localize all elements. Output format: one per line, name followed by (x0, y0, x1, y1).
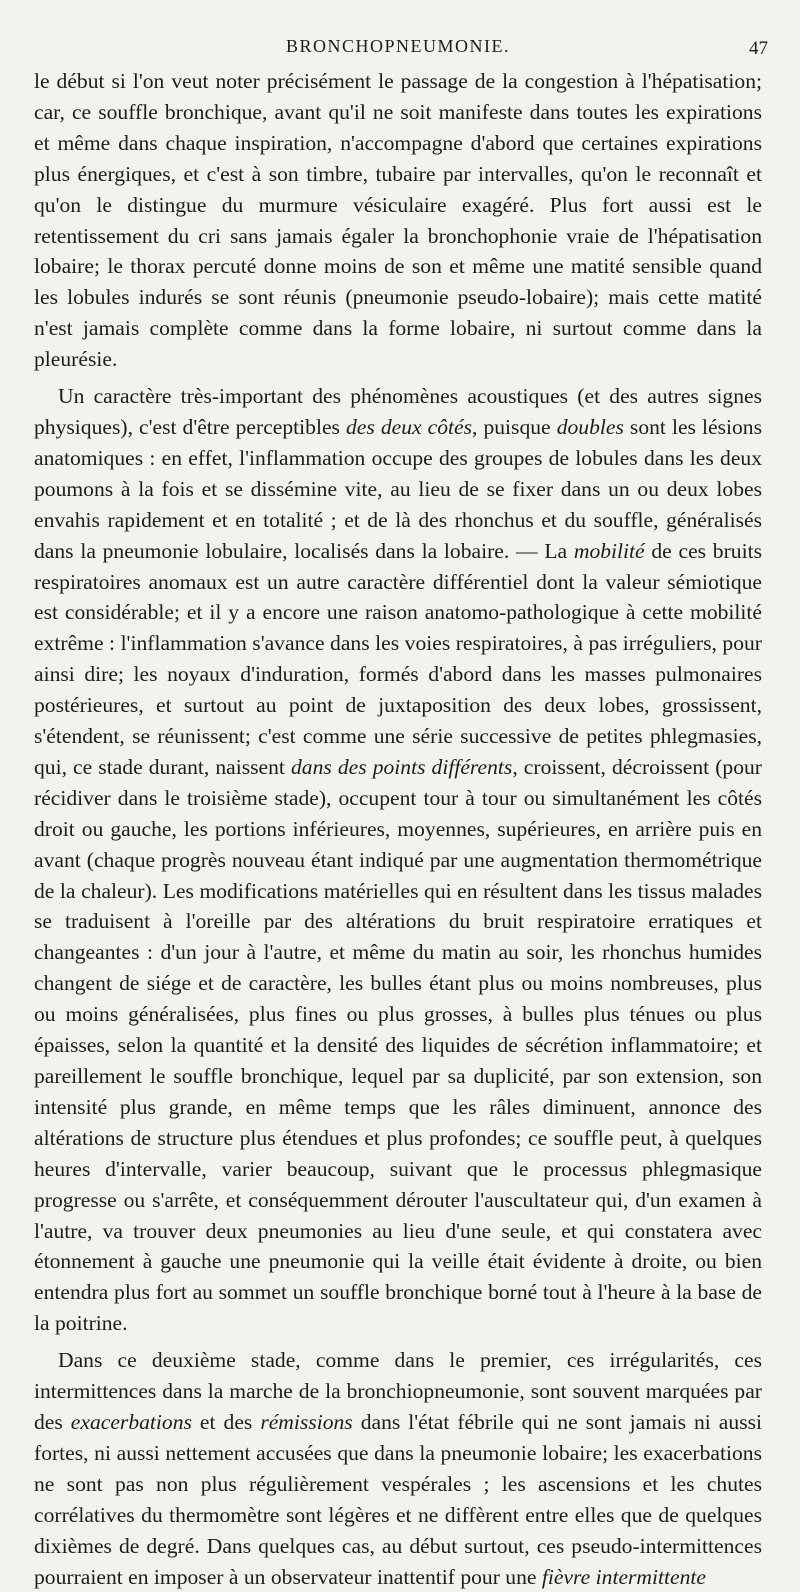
text-segment: Dans ce deuxième stade, comme dans le premier, ces irrégularités, ces intermittences dans la marche de la bronchiopneumonie, sont souvent marquées par des (34, 1348, 762, 1434)
text-segment: de ces bruits respiratoires anomaux est un autre caractère différentiel dont la valeur sémiotique est considérable; et il y a encore une raison anatomo-pathologique à cette mobilité extrême : l'inflammation s'avance dans les voies respiratoires, à pas irréguliers, pour ainsi dire; les noyaux d'induration, formés d'abord dans les masses pulmonaires postérieures, et surtout au point de juxtaposition des deux lobes, grossissent, s'étendent, se réunissent; c'est comme une série successive de petites phlegmasies, qui, ce stade durant, naissent (34, 538, 762, 779)
text-segment: Un caractère très-important des phénomènes acoustiques (et des autres signes physiques), c'est d'être perceptibles (34, 384, 762, 439)
text-segment: le début si l'on veut noter précisément le passage de la congestion à l'hépatisation; car, ce souffle bronchique, avant qu'il ne soit manifeste dans toutes les expirations et même dans chaque inspiration, n'accompagne d'abord que certaines expirations plus énergiques, et c'est à son timbre, tubaire par intervalles, qu'on le reconnaît et qu'on le distingue du murmure vésiculaire exagéré. Plus fort aussi est le retentissement du cri sans jamais égaler la bronchophonie vraie de l'hépatisation lobaire; le thorax percuté donne moins de son et même une matité sensible quand les lobules indurés se sont réunis (pneumonie pseudo-lobaire); mais cette matité n'est jamais complète comme dans la forme lobaire, ni surtout comme dans la pleurésie. (34, 69, 762, 372)
text-segment: sont les lésions anatomiques : en effet, l'inflammation occupe des groupes de lobules dans les deux poumons à la fois et se dissémine vite, au lieu de se fixer dans un ou deux lobes envahis rapidement et en totalité ; et de là des rhonchus et du souffle, généralisés dans la pneumonie lobulaire, localisés dans la lobaire. — La (34, 414, 762, 563)
italic-phrase: des deux côtés (346, 414, 473, 439)
italic-phrase: rémissions (260, 1409, 353, 1434)
text-segment: et des (191, 1409, 261, 1434)
text-segment: dans l'état fébrile qui ne sont jamais ni aussi fortes, ni aussi nettement accusées que dans la pneumonie lobaire; les exacerbations ne sont pas non plus régulièrement vespérales ; les ascensions et les chutes corrélatives du thermomètre sont légères et ne diffèrent entre elles que de quelques dixièmes de degré. Dans quelques cas, au début surtout, ces pseudo-intermittences pourraient en imposer à un observateur inattentif pour une (34, 1409, 762, 1589)
text-segment: , croissent, décroissent (pour récidiver dans le troisième stade), occupent tour à tour ou simultanément les côtés droit ou gauche, les portions inférieures, moyennes, supérieures, en arrière puis en avant (chaque progrès nouveau étant indiqué par une augmentation thermométrique de la chaleur). Les modifications matérielles qui en résultent dans les tissus malades se traduisent à l'oreille par des altérations du bruit respiratoire erratiques et changeantes : d'un jour à l'autre, et même du matin au soir, les rhonchus humides changent de siége et de caractère, les bulles étant plus ou moins nombreuses, plus ou moins généralisées, plus fines ou plus grosses, à bulles plus ténues ou plus épaisses, selon la quantité et la densité des liquides de sécrétion inflammatoire; et pareillement le souffle bronchique, lequel par sa duplicité, par son extension, son intensité plus grande, en même temps que les râles diminuent, annonce des altérations de structure plus étendues et plus profondes; ce souffle peut, à quelques heures d'intervalle, varier beaucoup, suivant que le processus phlegmasique progresse ou s'arrête, et conséquemment dérouter l'auscultateur qui, d'un examen à l'autre, va trouver deux pneumonies au lieu d'une seule, et qui constatera avec étonnement à gauche une pneumonie qui la veille était évidente à droite, ou bien entendra plus fort au sommet un souffle bronchique borné tout à l'heure à la base de la poitrine. (34, 754, 762, 1336)
italic-phrase: fièvre intermittente (541, 1564, 706, 1589)
body-text (34, 66, 762, 1592)
italic-phrase: doubles (556, 414, 624, 439)
italic-phrase: exacerbations (70, 1409, 192, 1434)
italic-phrase: dans des points différents (290, 754, 513, 779)
paragraph (34, 66, 762, 375)
italic-phrase: mobilité (573, 538, 645, 563)
paragraph (34, 1345, 762, 1592)
text-segment: , puisque (472, 414, 557, 439)
paragraph (34, 381, 762, 1339)
running-head: BRONCHOPNEUMONIE. (285, 36, 510, 56)
page-number: 47 (749, 38, 768, 59)
page-header (34, 28, 768, 59)
